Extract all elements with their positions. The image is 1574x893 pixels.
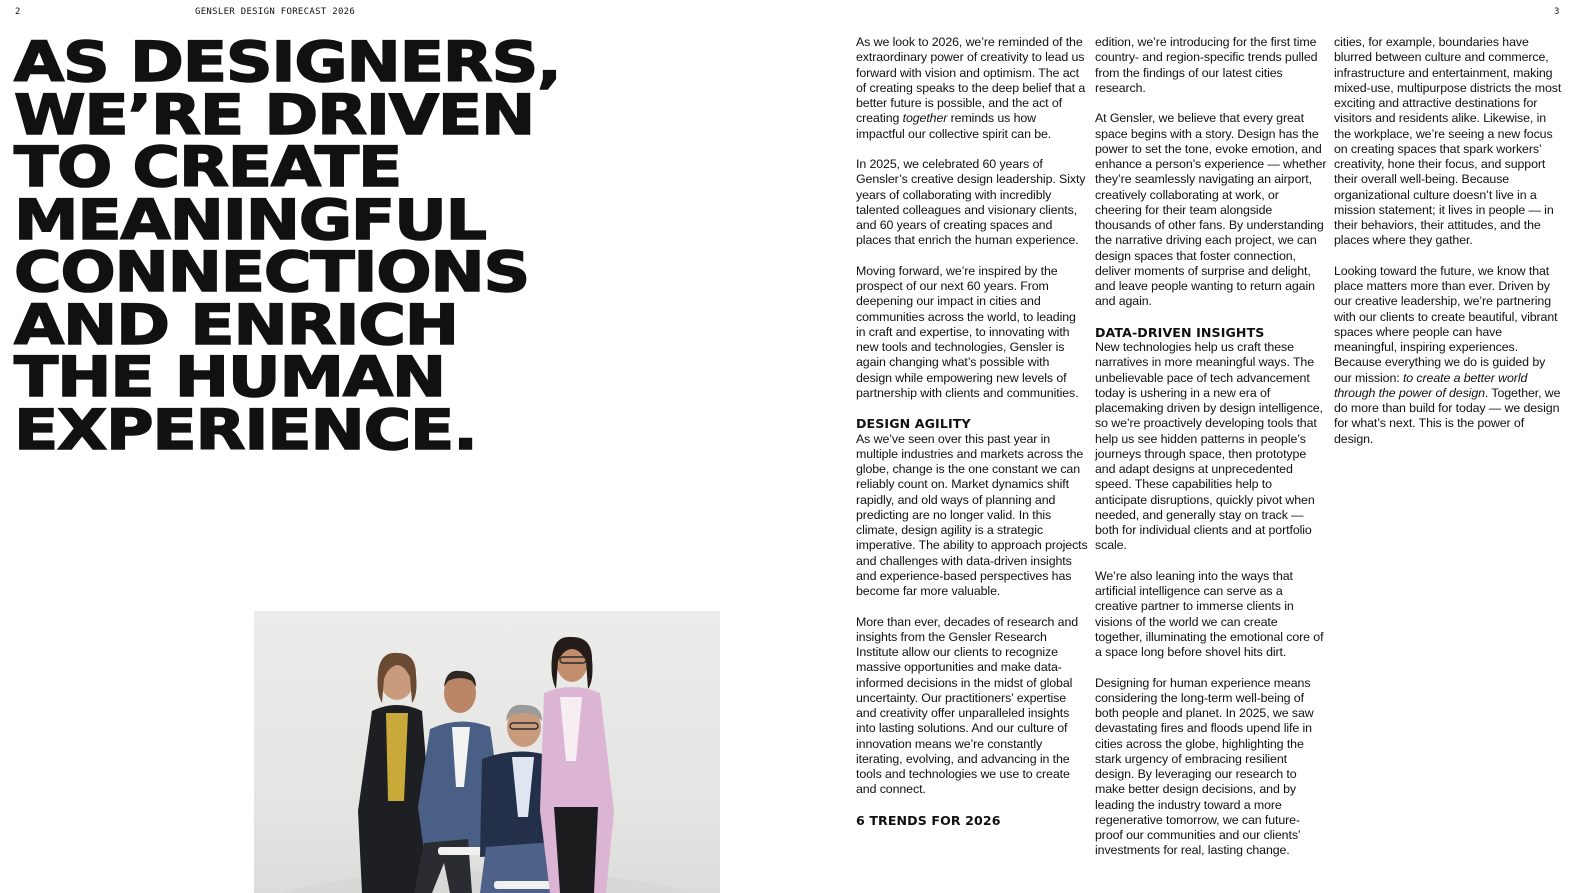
paragraph: cities, for example, boundaries have blurred between culture and commerce, infrastructure and entertainment, making mixed-use, multipurpose districts the most exciting and attractive destinations for visitors and residents alike. Likewise, in the workplace, we’re seeing a new focus on creating spaces that spark workers’ creativity, hone their focus, and support their overall well-being. Because organizational culture doesn’t live in a mission statement; it lives in people — in their behaviors, their attitudes, and the places where they gather. <box>1334 35 1562 248</box>
paragraph: Designing for human experience means considering the long-term well-being of both people and planet. In 2025, we saw devastating fires and floods upend life in cities across the globe, highlighting the stark urgency of embracing resilient design. By leveraging our research to make better design decisions, and by leading the industry toward a more regenerative tomorrow, we can future-proof our communities and our clients’ investments for real, lasting change. <box>1095 675 1314 858</box>
headline-line: TO CREATE <box>14 135 402 199</box>
headline-line: AS DESIGNERS, <box>14 30 561 94</box>
headline-line: CONNECTIONS <box>14 240 530 304</box>
text-run: Looking toward the future, we know that place matters more than ever. Driven by our creative leadership, we’re partnering with our clients to create beautiful, vibrant spaces where people can have meaningful, inspiring experiences. Because everything we do is guided by our mission: <box>1334 263 1558 385</box>
headline <box>14 30 561 462</box>
emphasis: to create a better world through the power of design <box>1334 370 1528 400</box>
paragraph: We’re also leaning into the ways that artificial intelligence can serve as a creative partner to immerse clients in visions of the world we can create together, illuminating the emotional core of a space long before shovel hits dirt. <box>1095 568 1324 659</box>
text-column-3 <box>1334 35 1564 462</box>
running-title: GENSLER DESIGN FORECAST 2026 <box>195 7 356 17</box>
paragraph: At Gensler, we believe that every great space begins with a story. Design has the power to set the tone, evoke emotion, and enhance a person’s experience — whether they’re seamlessly navigating an airport, creatively collaborating at work, or cheering for their team alongside thousands of other fans. By understanding the narrative driving each project, we can design spaces that foster connection, deliver moments of surprise and delight, and leave people wanting to return again and again. <box>1095 111 1327 309</box>
page-number-left: 2 <box>15 7 21 17</box>
section-heading-design-agility: DESIGN AGILITY <box>856 416 971 432</box>
closing-paragraph <box>1334 264 1564 447</box>
headline-line: AND ENRICH <box>14 292 458 357</box>
text-run: . Together, we do more than build for today — we design for what’s next. This is the power of design. <box>1334 385 1561 446</box>
page-number-right: 3 <box>1554 7 1560 17</box>
section-heading-trends: 6 TRENDS FOR 2026 <box>856 812 1001 828</box>
leadership-photo <box>254 611 720 893</box>
paragraph: In 2025, we celebrated 60 years of Gensler’s creative design leadership. Sixty years of collaborating with incredibly talented colleagues and visionary clients, and 60 years of creating spaces and places that enrich the human experience. <box>856 157 1086 248</box>
text-run: As we look to 2026, we’re reminded of the extraordinary power of creativity to lead us forward with vision and optimism. The act of creating speaks to the deep belief that a better future is possible, and the act of creating <box>856 35 1086 126</box>
paragraph: More than ever, decades of research and insights from the Gensler Research Institute allow our clients to recognize massive opportunities and make data-informed decisions in the midst of global uncertainty. Our practitioners’ expertise and creativity offer unparalleled insights into lasting solutions. And our culture of innovation means we’re constantly iterating, evolving, and advancing in the tools and technologies we use to create and connect. <box>856 614 1079 797</box>
person-1 <box>358 653 430 893</box>
intro-paragraph <box>856 35 1088 142</box>
text-column-1 <box>856 35 1088 828</box>
emphasis: together <box>902 111 948 126</box>
paragraph: As we’ve seen over this past year in multiple industries and markets across the globe, change is the one constant we can reliably count on. Market dynamics shift rapidly, and old ways of planning and predicting are no longer valid. In this climate, design agility is a strategic imperative. The ability to approach projects and challenges with data-driven insights and experience-based perspectives has become far more valuable. <box>856 431 1088 598</box>
leadership-group-illustration <box>254 611 720 893</box>
paragraph: edition, we’re introducing for the first time country- and region-specific trends pulled from the findings of our latest cities research. <box>1095 35 1318 95</box>
person-4 <box>540 637 614 893</box>
headline-line: MEANINGFUL <box>14 187 486 252</box>
section-heading-data-driven-insights: DATA-DRIVEN INSIGHTS <box>1095 324 1265 340</box>
headline-line: WE’RE DRIVEN <box>14 82 535 147</box>
headline-line: THE HUMAN <box>14 345 446 409</box>
text-column-2 <box>1095 35 1327 874</box>
paragraph: Moving forward, we’re inspired by the prospect of our next 60 years. From deepening our impact in cities and communities across the world, to leading in craft and expertise, to innovating with new tools and technologies, Gensler is again changing what’s possible with design while empowering new levels of partnership with clients and communities. <box>856 263 1079 400</box>
text-run: reminds us how impactful our collective spirit can be. <box>856 111 1052 141</box>
headline-line: EXPERIENCE. <box>14 397 477 462</box>
paragraph: New technologies help us craft these narratives in more meaningful ways. The unbelievable pace of tech advancement today is ushering in a new era of placemaking driven by design intelligence, so we’re proactively developing tools that help us see hidden patterns in people’s journeys through space, then prototype and adapt designs at unprecedented speed. These capabilities help to anticipate disruptions, quickly pivot when needed, and generally stay on track — both for individual clients and at portfolio scale. <box>1095 340 1323 553</box>
